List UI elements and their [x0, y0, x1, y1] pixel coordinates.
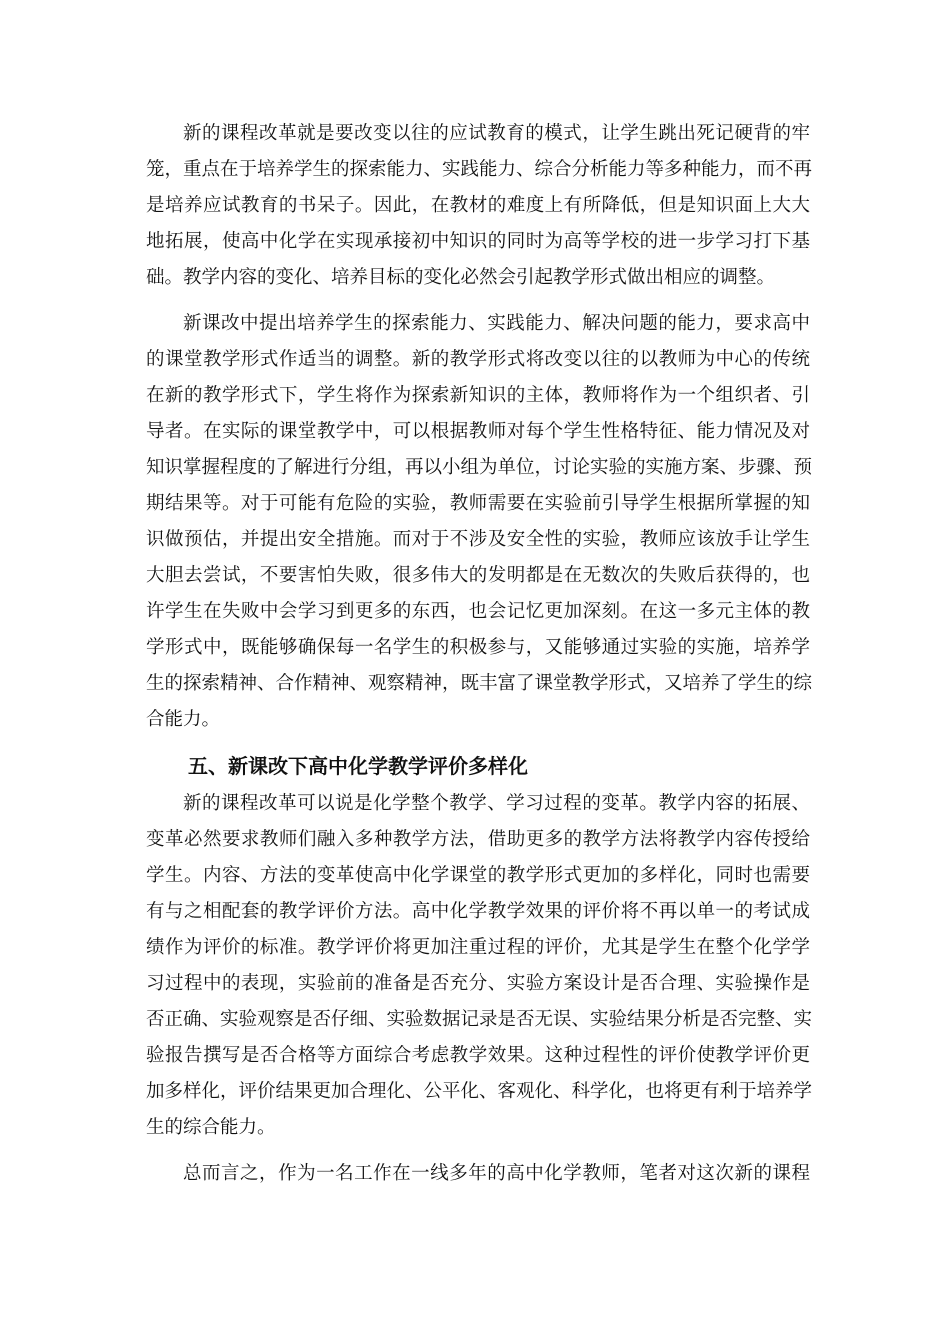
text-line: 生的探索精神、合作精神、观察精神，既丰富了课堂教学形式，又培养了学生的综 — [146, 673, 813, 694]
text-line: 导者。在实际的课堂教学中，可以根据教师对每个学生性格特征、能力情况及对 — [146, 421, 810, 442]
text-line: 有与之相配套的教学评价方法。高中化学教学效果的评价将不再以单一的考试成 — [146, 901, 810, 922]
text-line: 否正确、实验观察是否仔细、实验数据记录是否无误、实验结果分析是否完整、实 — [146, 1009, 813, 1030]
text-line: 新的课程改革可以说是化学整个教学、学习过程的变革。教学内容的拓展、 — [183, 793, 810, 814]
text-line: 合能力。 — [146, 709, 221, 730]
text-line: 学形式中，既能够确保每一名学生的积极参与，又能够通过实验的实施，培养学 — [146, 637, 810, 658]
text-line: 大胆去尝试，不要害怕失败，很多伟大的发明都是在无数次的失败后获得的，也 — [146, 565, 810, 586]
text-line: 是培养应试教育的书呆子。因此，在教材的难度上有所降低，但是知识面上大大 — [146, 195, 810, 216]
text-line: 地拓展，使高中化学在实现承接初中知识的同时为高等学校的进一步学习打下基 — [146, 231, 810, 252]
text-line: 习过程中的表现，实验前的准备是否充分、实验方案设计是否合理、实验操作是 — [146, 973, 810, 994]
text-line: 许学生在失败中会学习到更多的东西，也会记忆更加深刻。在这一多元主体的教 — [146, 601, 810, 622]
text-line: 新课改中提出培养学生的探索能力、实践能力、解决问题的能力，要求高中 — [183, 313, 810, 334]
text-line: 生的综合能力。 — [146, 1117, 276, 1138]
text-line: 在新的教学形式下，学生将作为探索新知识的主体，教师将作为一个组织者、引 — [146, 385, 810, 406]
text-line: 变革必然要求教师们融入多种教学方法，借助更多的教学方法将教学内容传授给 — [146, 829, 810, 850]
text-line: 的课堂教学形式作适当的调整。新的教学形式将改变以往的以教师为中心的传统 — [146, 349, 810, 370]
text-line: 期结果等。对于可能有危险的实验，教师需要在实验前引导学生根据所掌握的知 — [146, 493, 810, 514]
section-heading: 五、新课改下高中化学教学评价多样化 — [188, 754, 528, 778]
text-line: 笼，重点在于培养学生的探索能力、实践能力、综合分析能力等多种能力，而不再 — [146, 159, 813, 180]
text-line: 识做预估，并提出安全措施。而对于不涉及安全性的实验，教师应该放手让学生 — [146, 529, 810, 550]
text-line: 新的课程改革就是要改变以往的应试教育的模式，让学生跳出死记硬背的牢 — [183, 123, 810, 144]
text-line: 加多样化，评价结果更加合理化、公平化、客观化、科学化，也将更有利于培养学 — [146, 1081, 813, 1102]
text-line: 绩作为评价的标准。教学评价将更加注重过程的评价，尤其是学生在整个化学学 — [146, 937, 810, 958]
text-line: 验报告撰写是否合格等方面综合考虑教学效果。这种过程性的评价使教学评价更 — [146, 1045, 810, 1066]
text-line: 础。教学内容的变化、培养目标的变化必然会引起教学形式做出相应的调整。 — [146, 267, 776, 288]
text-line: 总而言之，作为一名工作在一线多年的高中化学教师，笔者对这次新的课程 — [183, 1163, 810, 1184]
text-line: 学生。内容、方法的变革使高中化学课堂的教学形式更加的多样化，同时也需要 — [146, 865, 810, 886]
text-line: 知识掌握程度的了解进行分组，再以小组为单位，讨论实验的实施方案、步骤、预 — [146, 457, 813, 478]
